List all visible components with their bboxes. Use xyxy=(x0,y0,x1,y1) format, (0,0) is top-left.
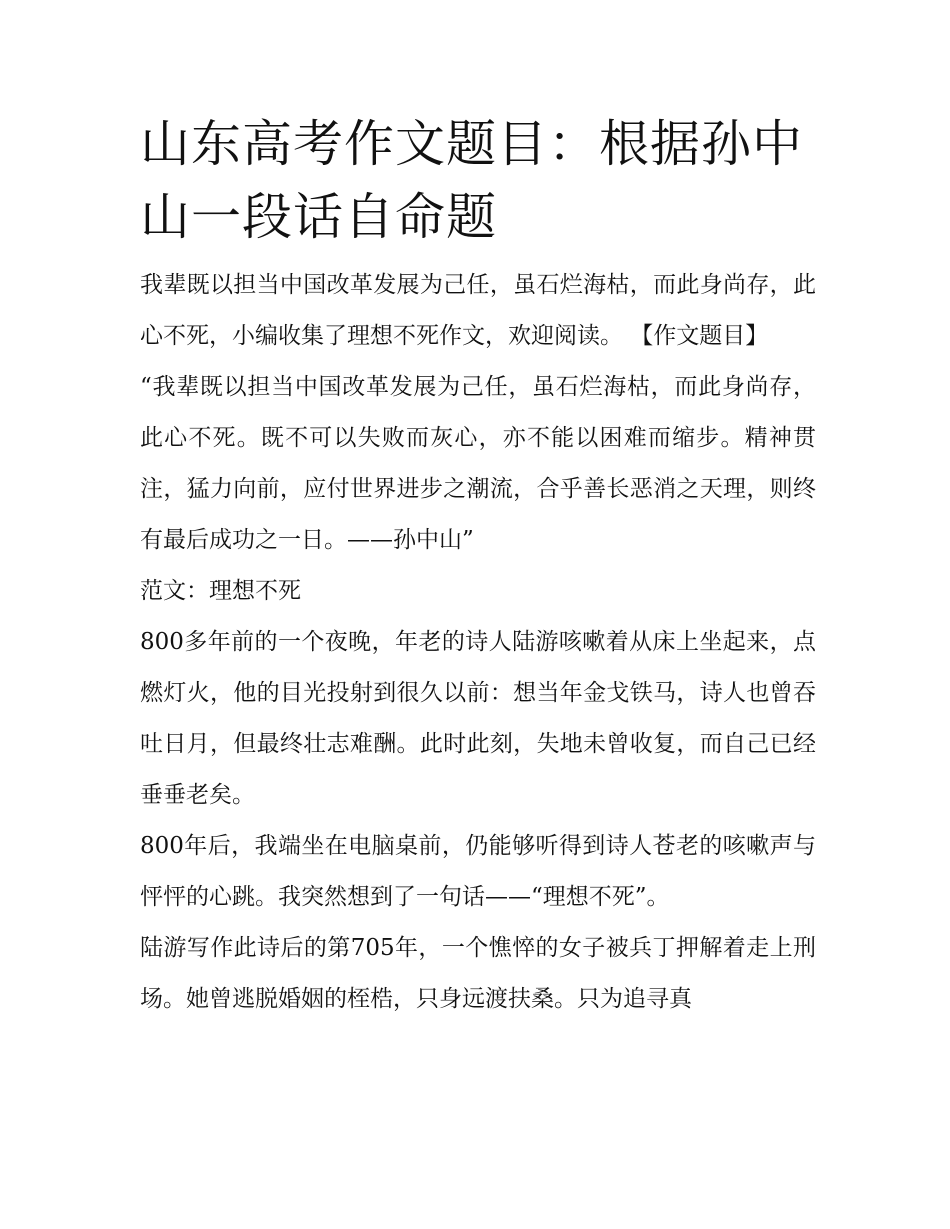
essay-paragraph: 800年后，我端坐在电脑桌前，仍能够听得到诗人苍老的咳嗽声与怦怦的心跳。我突然想到了一句话——“理想不死”。 xyxy=(140,833,816,910)
prompt-quote-paragraph: “我辈既以担当中国改革发展为己任，虽石烂海枯，而此身尚存，此心不死。既不可以失败而灰心，亦不能以困难而缩步。精神贯注，猛力向前，应付世界进步之潮流，合乎善长恶消之天理，则终有最后成功之一日。——孙中山” xyxy=(140,374,816,553)
essay-paragraph: 陆游写作此诗后的第705年，一个憔悴的女子被兵丁押解着走上刑场。她曾逃脱婚姻的桎梏，只身远渡扶桑。只为追寻真 xyxy=(140,935,816,1012)
document-title: 山东高考作文题目：根据孙中山一段话自命题 xyxy=(140,115,803,246)
essay-paragraph: 800多年前的一个夜晚，年老的诗人陆游咳嗽着从床上坐起来，点燃灯火，他的目光投射到很久以前：想当年金戈铁马，诗人也曾吞吐日月，但最终壮志难酬。此时此刻，失地未曾收复，而自己已经垂垂老矣。 xyxy=(140,629,816,808)
document-body xyxy=(140,108,816,1025)
sample-essay-heading: 范文：理想不死 xyxy=(140,578,301,604)
intro-paragraph: 我辈既以担当中国改革发展为己任，虽石烂海枯，而此身尚存，此心不死，小编收集了理想不死作文，欢迎阅读。 【作文题目】 xyxy=(140,272,816,349)
